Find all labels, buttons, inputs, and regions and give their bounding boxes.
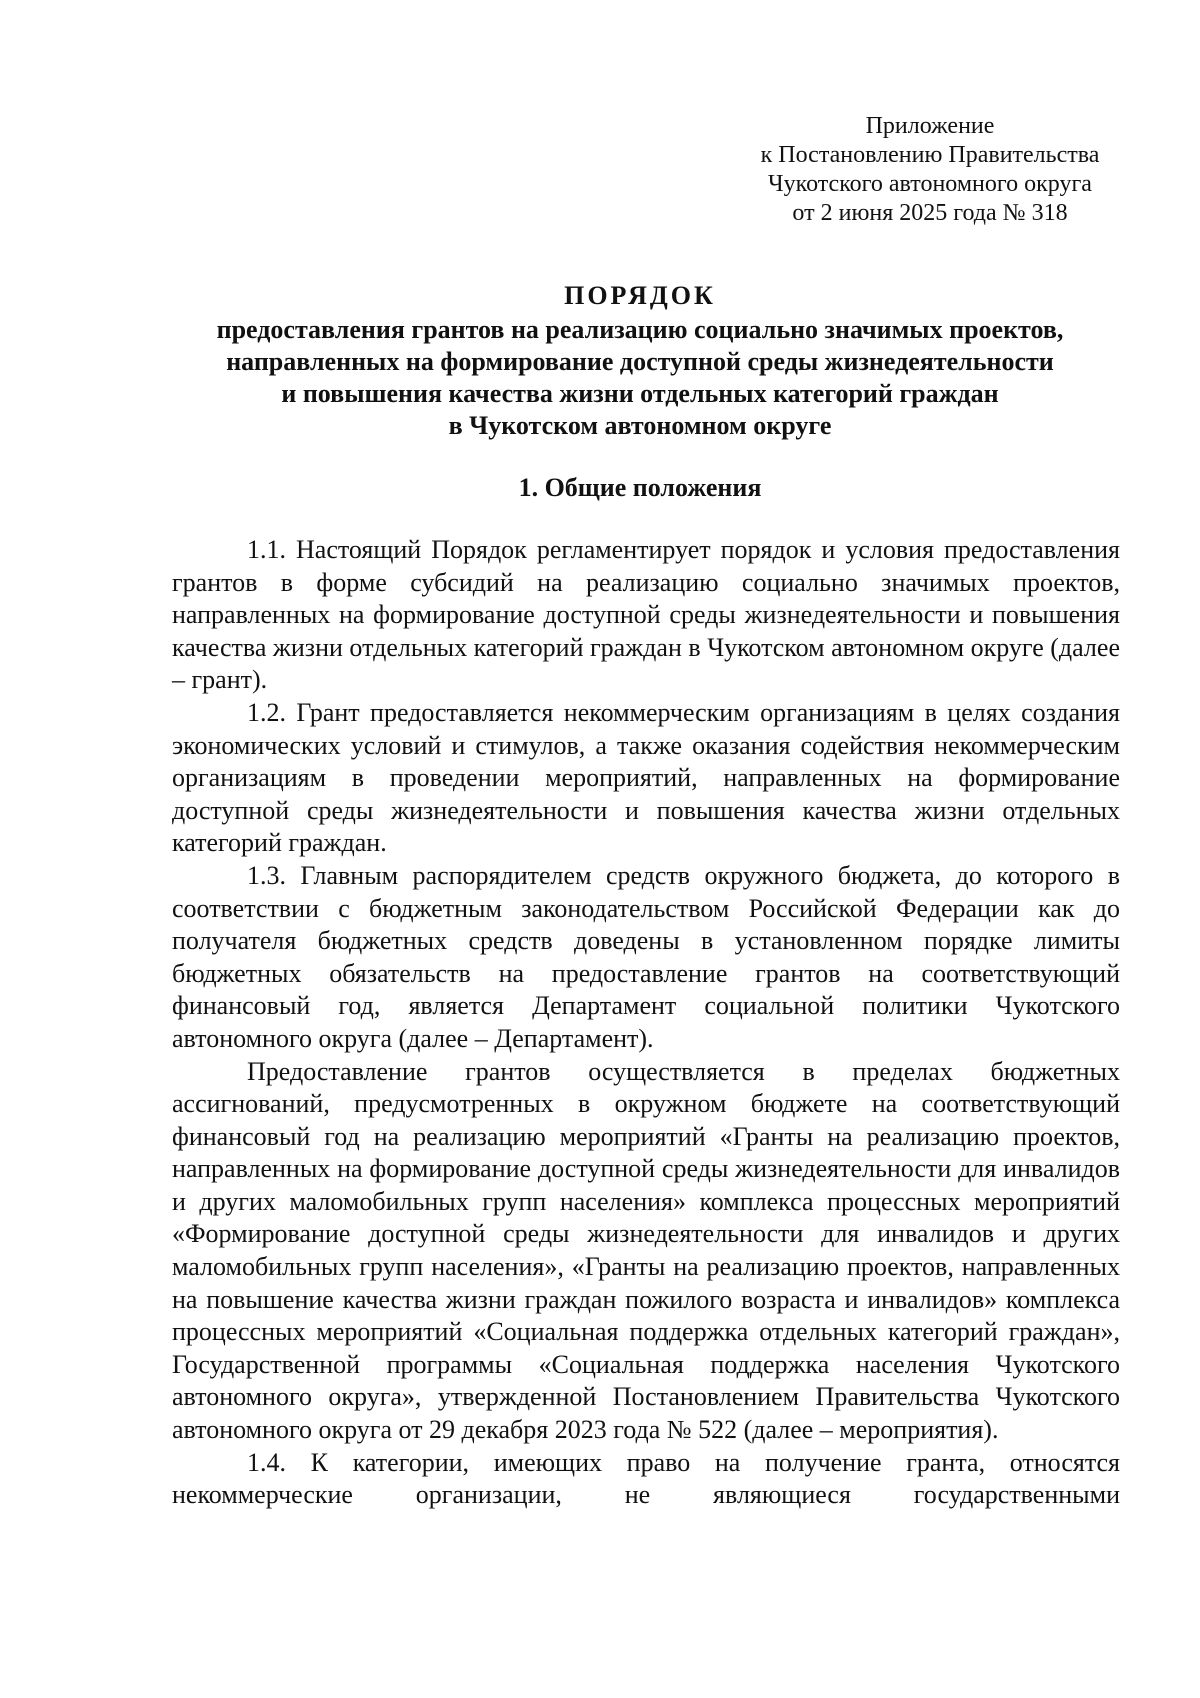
paragraph-1-4: 1.4. К категории, имеющих право на получение гранта, относятся некоммерческие организации, не являющиеся государственными: [172, 1447, 1120, 1510]
document-subtitle: [170, 314, 1110, 442]
appendix-line: от 2 июня 2025 года № 318: [792, 200, 1068, 226]
paragraph-grants-provision: Предоставление грантов осуществляется в пределах бюджетных ассигнований, предусмотренных в окружном бюджете на соответствующий финансовый год на реализацию мероприятий «Гранты на реализацию проектов, направленных на формирование доступной среды жизнедеятельности для инвалидов и других маломобильных групп населения» комплекса процессных мероприятий «Формирование доступной среды жизнедеятельности для инвалидов и других маломобильных групп населения», «Гранты на реализацию проектов, направленных на повышение качества жизни граждан пожилого возраста и инвалидов» комплекса процессных мероприятий «Социальная поддержка отдельных категорий граждан», Государственной программы «Социальная поддержка населения Чукотского автономного округа», утвержденной Постановлением Правительства Чукотского автономного округа от 29 декабря 2023 года № 522 (далее – мероприятия).: [172, 1056, 1120, 1445]
appendix-line: Чукотского автономного округа: [768, 171, 1092, 197]
subtitle-line: направленных на формирование доступной среды жизнедеятельности: [226, 347, 1054, 376]
subtitle-line: в Чукотском автономном округе: [448, 411, 832, 440]
paragraph-1-3: 1.3. Главным распорядителем средств окружного бюджета, до которого в соответствии с бюджетным законодательством Российской Федерации как до получателя бюджетных средств доведены в установленном порядке лимиты бюджетных обязательств на предоставление грантов на соответствующий финансовый год, является Департамент социальной политики Чукотского автономного округа (далее – Департамент).: [172, 860, 1120, 1053]
document-title: ПОРЯДОК: [564, 281, 716, 310]
appendix-line: к Постановлению Правительства: [760, 142, 1100, 168]
section-body: [172, 534, 1120, 1512]
section-heading: 1. Общие положения: [518, 473, 762, 502]
subtitle-line: и повышения качества жизни отдельных категорий граждан: [281, 379, 999, 408]
paragraph-1-1: 1.1. Настоящий Порядок регламентирует порядок и условия предоставления грантов в форме субсидий на реализацию социально значимых проектов, направленных на формирование доступной среды жизнедеятельности и повышения качества жизни отдельных категорий граждан в Чукотском автономном округе (далее – грант).: [172, 535, 1120, 695]
subtitle-line: предоставления грантов на реализацию социально значимых проектов,: [216, 315, 1064, 344]
appendix-line: Приложение: [865, 113, 995, 139]
appendix-block: [740, 112, 1120, 228]
paragraph-1-2: 1.2. Грант предоставляется некоммерческим организациям в целях создания экономических условий и стимулов, а также оказания содействия некоммерческим организациям в проведении мероприятий, направленных на формирование доступной среды жизнедеятельности и повышения качества жизни отдельных категорий граждан.: [172, 697, 1120, 858]
